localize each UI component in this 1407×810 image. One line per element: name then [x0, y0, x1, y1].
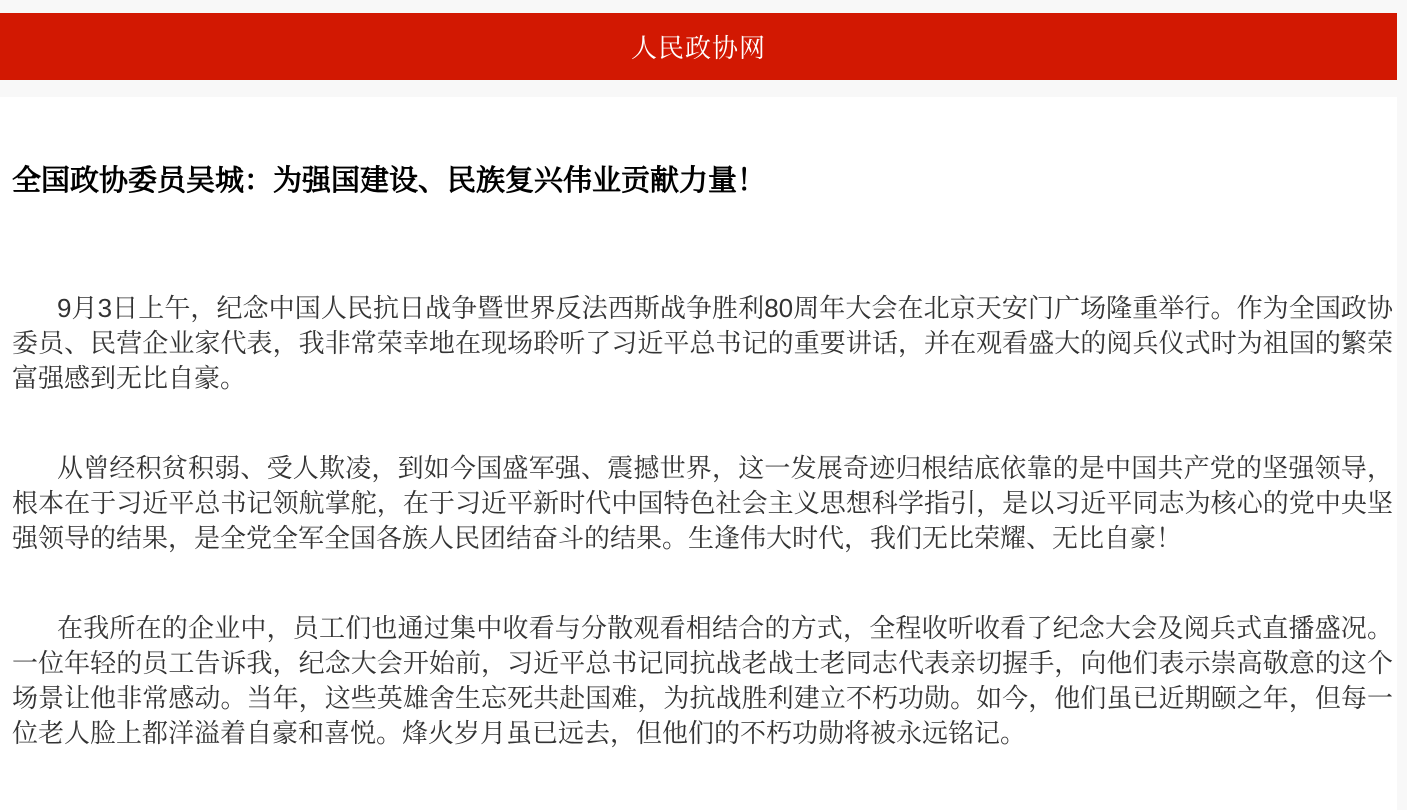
article-content [0, 97, 1397, 810]
article-title: 全国政协委员吴城：为强国建设、民族复兴伟业贡献力量！ [12, 165, 767, 197]
page [0, 13, 1397, 810]
site-header [0, 13, 1397, 80]
site-title-link[interactable]: 人民政协网 [630, 33, 766, 63]
article-paragraph: 9月3日上午，纪念中国人民抗日战争暨世界反法西斯战争胜利80周年大会在北京天安门广场隆重举行。作为全国政协委员、民营企业家代表，我非常荣幸地在现场聆听了习近平总书记的重要讲话，并在观看盛大的阅兵仪式时为祖国的繁荣富强感到无比自豪。 [12, 293, 1393, 393]
article-paragraph: 在我所在的企业中，员工们也通过集中收看与分散观看相结合的方式，全程收听收看了纪念大会及阅兵式直播盛况。一位年轻的员工告诉我，纪念大会开始前，习近平总书记同抗战老战士老同志代表亲切握手，向他们表示崇高敬意的这个场景让他非常感动。当年，这些英雄舍生忘死共赴国难，为抗战胜利建立不朽功勋。如今，他们虽已近期颐之年，但每一位老人脸上都洋溢着自豪和喜悦。烽火岁月虽已远去，但他们的不朽功勋将被永远铭记。 [12, 613, 1393, 748]
article-paragraph: 从曾经积贫积弱、受人欺凌，到如今国盛军强、震撼世界，这一发展奇迹归根结底依靠的是中国共产党的坚强领导，根本在于习近平总书记领航掌舵，在于习近平新时代中国特色社会主义思想科学指引，是以习近平同志为核心的党中央坚强领导的结果，是全党全军全国各族人民团结奋斗的结果。生逢伟大时代，我们无比荣耀、无比自豪！ [12, 453, 1393, 553]
